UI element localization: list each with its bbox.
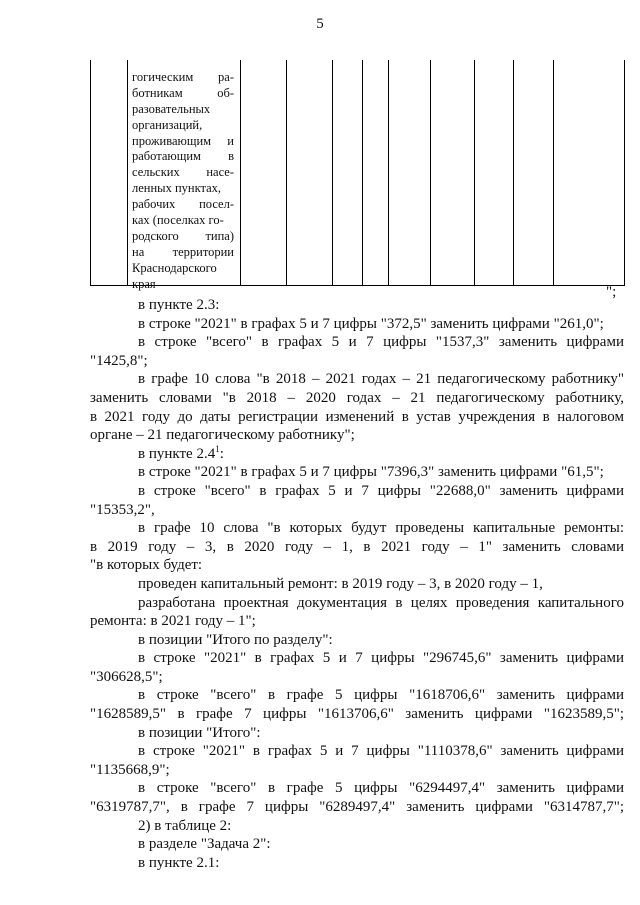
text-line: "1135668,9";: [90, 761, 170, 778]
text-line: разработана проектная документация в целях проведения капитального: [138, 594, 624, 611]
cell-line: Краснодарского: [132, 260, 217, 275]
text-line-item-2-4: [90, 445, 624, 464]
document-body: [90, 296, 624, 872]
text-line: в строке "всего" в графах 5 и 7 цифры "1537,3" заменить цифрами: [138, 334, 624, 351]
text-line: "15353,2",: [90, 501, 155, 518]
table-fragment: [90, 60, 625, 291]
cell-line: на территории: [132, 244, 234, 259]
table-column-divider: [430, 60, 431, 286]
text-line: в строке "2021" в графах 5 и 7 цифры "296745,6" заменить цифрами: [138, 650, 624, 667]
text-line: "1425,8";: [90, 352, 148, 369]
text-line: в позиции "Итого":: [138, 724, 261, 741]
item-2-4-colon: :: [219, 445, 224, 462]
text-line: 2) в таблице 2:: [138, 817, 232, 834]
text-line: в строке "всего" в графах 5 и 7 цифры "22688,0" заменить цифрами: [138, 482, 624, 499]
text-line: в 2019 году – 3, в 2020 году – 1, в 2021 году – 1" заменить словами: [90, 538, 624, 555]
cell-line: гогическим ра-: [132, 70, 234, 84]
cell-line: ботникам об-: [132, 85, 234, 100]
table-column-divider: [362, 60, 363, 286]
text-line: в строке "2021" в графах 5 и 7 цифры "372,5" заменить цифрами "261,0";: [138, 315, 604, 332]
cell-line: сельских насе-: [132, 165, 234, 180]
table-column-divider: [240, 60, 241, 286]
table-column-divider: [553, 60, 554, 286]
table-column-divider: [286, 60, 287, 286]
text-line: в разделе "Задача 2":: [138, 836, 271, 853]
table-closing-quote: ";: [606, 284, 617, 300]
table-column-divider: [332, 60, 333, 286]
text-line: в пункте 2.1:: [138, 854, 220, 871]
cell-line: ленных пунктах,: [132, 181, 222, 196]
text-line: в 2021 году до даты регистрации изменений в устав учреждения в налоговом: [90, 408, 624, 425]
text-line: "1628589,5" в графе 7 цифры "1613706,6" заменить цифрами "1623589,5";: [90, 706, 624, 723]
table-column-divider: [474, 60, 475, 286]
table-column-divider: [388, 60, 389, 286]
text-line: в пункте 2.3:: [138, 297, 220, 313]
text-line: ремонта: в 2021 году – 1";: [90, 613, 256, 630]
cell-line: ках (поселках го-: [132, 213, 224, 228]
cell-line: организаций,: [132, 117, 203, 132]
table-cell-description: [132, 70, 234, 292]
cell-line: проживающим и: [132, 133, 234, 148]
page-number: 5: [316, 16, 324, 32]
text-line: в строке "всего" в графе 5 цифры "1618706,6" заменить цифрами: [138, 687, 624, 704]
text-line: "в которых будет:: [90, 557, 203, 574]
cell-line: рабочих посел-: [132, 197, 234, 212]
item-2-4-superscript: 1: [215, 443, 220, 454]
text-line: в графе 10 слова "в 2018 – 2021 годах – 21 педагогическому работнику": [138, 371, 624, 388]
text-line: "6319787,7", в графе 7 цифры "6289497,4" заменить цифрами "6314787,7";: [90, 799, 624, 816]
table-column-divider: [127, 60, 128, 286]
text-line: проведен капитальный ремонт: в 2019 году – 3, в 2020 году – 1,: [138, 575, 543, 592]
cell-line: родского типа): [132, 228, 234, 243]
text-line: в строке "2021" в графах 5 и 7 цифры "1110378,6" заменить цифрами: [138, 743, 624, 760]
text-line: в строке "всего" в графе 5 цифры "6294497,4" заменить цифрами: [138, 780, 624, 797]
text-line: в позиции "Итого по разделу":: [138, 631, 333, 648]
text-line: "306628,5";: [90, 668, 163, 685]
cell-line: разовательных: [132, 101, 211, 116]
text-line: в строке "2021" в графах 5 и 7 цифры "7396,3" заменить цифрами "61,5";: [138, 464, 604, 481]
text-line: органе – 21 педагогическому работнику";: [90, 427, 355, 444]
item-2-4-text: в пункте 2.4: [138, 445, 216, 462]
cell-line: края: [132, 276, 156, 291]
text-line: в графе 10 слова "в которых будут проведены капитальные ремонты:: [138, 520, 624, 537]
text-line: заменить словами "в 2018 – 2020 годах – 21 педагогическому работнику,: [90, 389, 624, 406]
table-column-divider: [513, 60, 514, 286]
cell-line: работающим в: [132, 149, 234, 164]
